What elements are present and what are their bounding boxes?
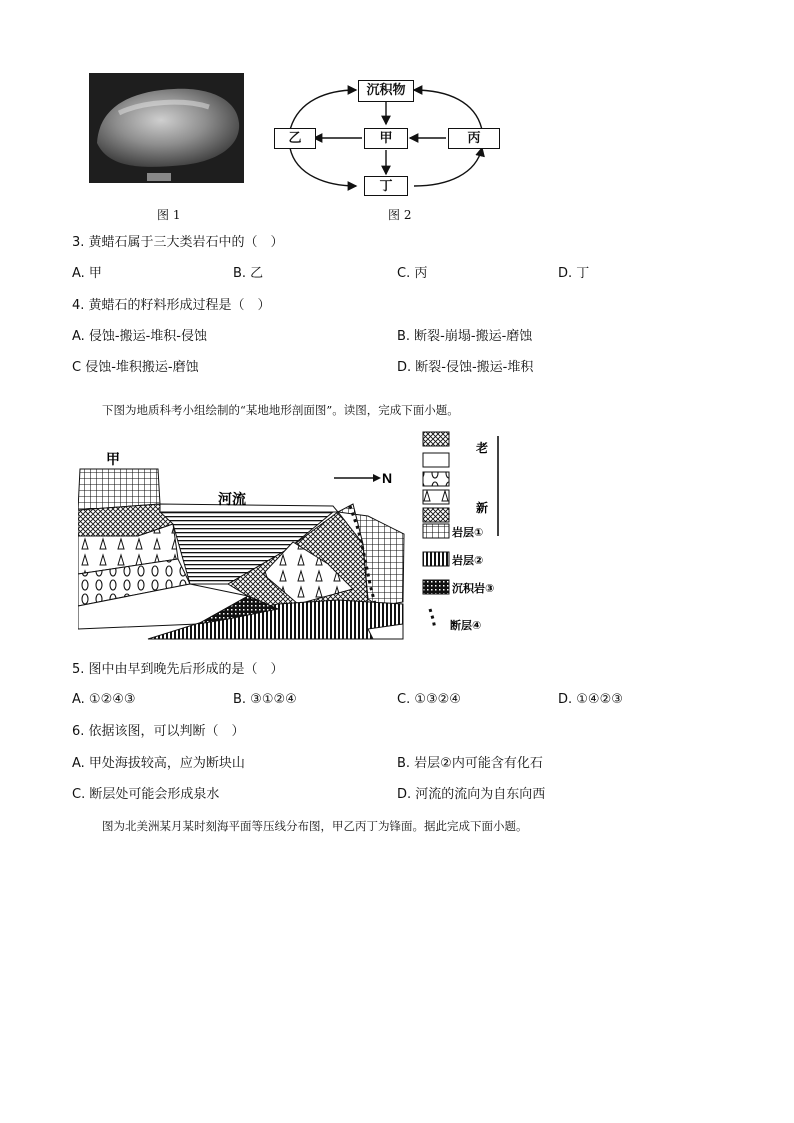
- geologic-profile-figure: [78, 424, 508, 650]
- node-sediment: 沉积物: [358, 80, 414, 102]
- q5-option-d[interactable]: D. ①④②③: [558, 692, 623, 707]
- q3-option-a[interactable]: A. 甲: [72, 266, 102, 281]
- q6-option-d[interactable]: D. 河流的流向为自东向西: [397, 787, 546, 802]
- node-ding: 丁: [364, 176, 408, 196]
- node-yi: 乙: [274, 128, 316, 149]
- q6-option-a[interactable]: A. 甲处海拔较高，应为断块山: [72, 756, 245, 771]
- stone-photo-image: [89, 73, 244, 183]
- figure-2-caption: 图 2: [388, 208, 412, 222]
- figure-1-caption: 图 1: [157, 208, 181, 222]
- q3-option-d[interactable]: D. 丁: [558, 266, 590, 281]
- q3-option-b[interactable]: B. 乙: [233, 266, 264, 281]
- question-4-stem: 4. 黄蜡石的籽料形成过程是（ ）: [72, 298, 271, 313]
- q5-option-a[interactable]: A. ①②④③: [72, 692, 136, 707]
- legend-rock2: 岩层②: [452, 554, 484, 567]
- q4-option-c[interactable]: C 侵蚀-堆积搬运-磨蚀: [72, 360, 199, 375]
- section-intro: 下图为地质科考小组绘制的“某地地形剖面图”。读图，完成下面小题。: [102, 403, 459, 417]
- next-section-intro: 图为北美洲某月某时刻海平面等压线分布图，甲乙丙丁为锋面。据此完成下面小题。: [102, 819, 528, 833]
- legend-rock1: 岩层①: [452, 526, 484, 539]
- q4-option-a[interactable]: A. 侵蚀-搬运-堆积-侵蚀: [72, 329, 208, 344]
- q4-option-d[interactable]: D. 断裂-侵蚀-搬运-堆积: [397, 360, 534, 375]
- q4-option-b[interactable]: B. 断裂-崩塌-搬运-磨蚀: [397, 329, 533, 344]
- q5-option-b[interactable]: B. ③①②④: [233, 692, 297, 707]
- node-bing: 丙: [448, 128, 500, 149]
- q3-option-c[interactable]: C. 丙: [397, 266, 428, 281]
- legend-old: 老: [476, 441, 489, 455]
- label-jia: 甲: [106, 452, 120, 468]
- legend-fault4: 断层④: [450, 619, 482, 632]
- figure-1-photo: [89, 73, 244, 183]
- north-label: N: [382, 470, 393, 486]
- question-3-stem: 3. 黄蜡石属于三大类岩石中的（ ）: [72, 235, 284, 250]
- q5-option-c[interactable]: C. ①③②④: [397, 692, 461, 707]
- question-6-stem: 6. 依据该图，可以判断（ ）: [72, 724, 245, 739]
- question-5-stem: 5. 图中由早到晚先后形成的是（ ）: [72, 662, 284, 677]
- legend-rock3: 沉积岩③: [452, 582, 495, 595]
- node-jia: 甲: [364, 128, 408, 149]
- figure-2-rock-cycle: [268, 78, 504, 196]
- q6-option-c[interactable]: C. 断层处可能会形成泉水: [72, 787, 220, 802]
- legend-new: 新: [476, 501, 489, 515]
- profile-drawing: [78, 424, 508, 650]
- label-river: 河流: [218, 492, 246, 508]
- q6-option-b[interactable]: B. 岩层②内可能含有化石: [397, 756, 543, 771]
